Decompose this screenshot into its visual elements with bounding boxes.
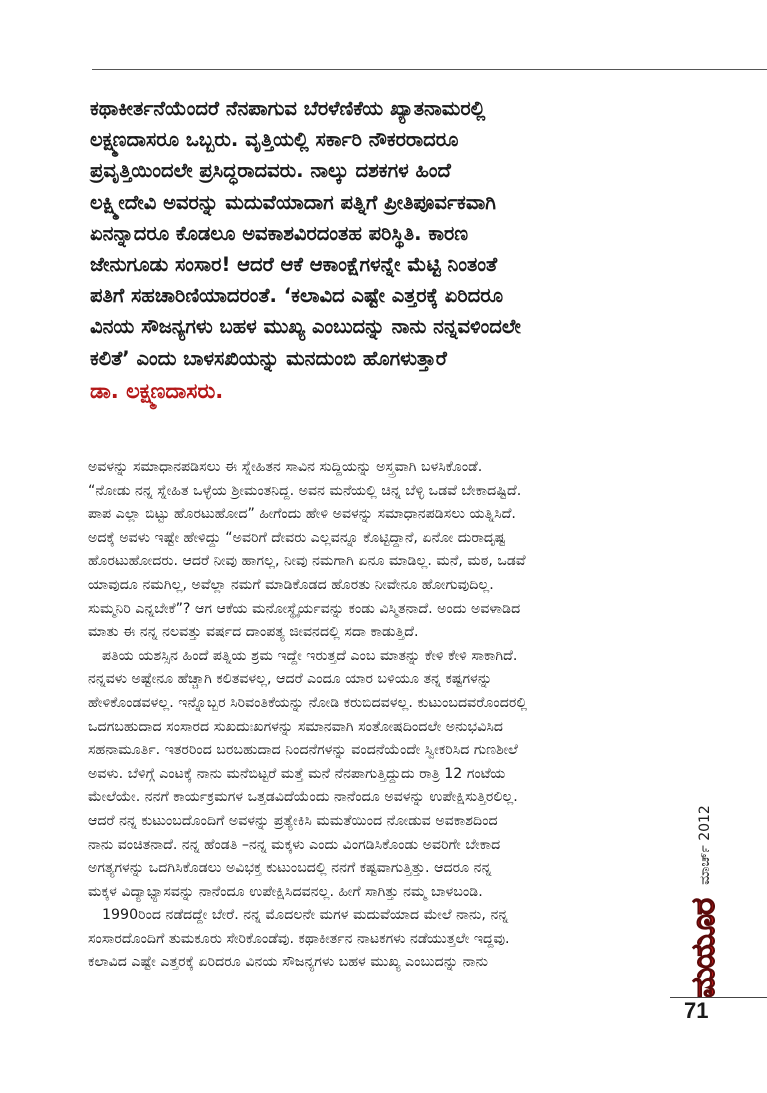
body-line: ಹೇಳಿಕೊಂಡವಳಲ್ಲ. ಇನ್ನೊಬ್ಬರ ಸಿರಿವಂತಿಕೆಯನ್ನು ನೋಡಿ ಕರುಬಿದವಳಲ್ಲ. ಕುಟುಂಬದವರೊಂದರಲ್ಲಿ <box>88 694 528 711</box>
intro-line: ಲಕ್ಷ್ಮೀದೇವಿ ಅವರನ್ನು ಮದುವೆಯಾದಾಗ ಪತ್ನಿಗೆ ಪ್ರೀತಿಪೂರ್ವಕವಾಗಿ <box>90 190 496 214</box>
body-line: ಪಾಪ ಎಲ್ಲಾ ಬಿಟ್ಟು ಹೊರಟುಹೋದ” ಹೀಗೆಂದು ಹೇಳಿ ಅವಳನ್ನು ಸಮಾಧಾನಪಡಿಸಲು ಯತ್ನಿಸಿದೆ. <box>88 506 516 523</box>
magazine-logo <box>684 900 724 996</box>
body-line: ಒದಗಬಹುದಾದ ಸಂಸಾರದ ಸುಖದುಃಖಗಳನ್ನು ಸಮಾನವಾಗಿ ಸಂತೋಷದಿಂದಲೇ ಅನುಭವಿಸಿದ <box>88 718 504 735</box>
body-line: ಆದರೆ ನನ್ನ ಕುಟುಂಬದೊಂದಿಗೆ ಅವಳನ್ನು ಪ್ರತ್ಯೇಕಿಸಿ ಮಮತೆಯಿಂದ ನೋಡುವ ಅವಕಾಶದಿಂದ <box>88 812 498 829</box>
intro-line: ಲಕ್ಷ್ಮಣದಾಸರೂ ಒಬ್ಬರು. ವೃತ್ತಿಯಲ್ಲಿ ಸರ್ಕಾರಿ ನೌಕರರಾದರೂ <box>90 128 459 152</box>
body-line: ಹೊರಟುಹೋದರು. ಆದರೆ ನೀವು ಹಾಗಲ್ಲ, ನೀವು ನಮಗಾಗಿ ಏನೂ ಮಾಡಿಲ್ಲ. ಮನೆ, ಮಠ, ಒಡವೆ <box>88 553 526 570</box>
magazine-name: ಮಯೂರ <box>684 898 723 998</box>
intro-line: ಜೇನುಗೂಡು ಸಂಸಾರ! ಆದರೆ ಆಕೆ ಆಕಾಂಕ್ಷೆಗಳನ್ನೇ ಮೆಟ್ಟಿ ನಿಂತಂತೆ <box>90 253 498 277</box>
issue-date <box>680 790 730 900</box>
article-body <box>88 456 666 975</box>
intro-line: ಕಥಾಕೀರ್ತನೆಯೆಂದರೆ ನೆನಪಾಗುವ ಬೆರಳೆಣಿಕೆಯ ಖ್ಯಾತನಾಮರಲ್ಲಿ <box>90 97 486 120</box>
body-line: ಅಗತ್ಯಗಳನ್ನು ಒದಗಿಸಿಕೊಡಲು ಅವಿಭಕ್ತ ಕುಟುಂಬದಲ್ಲಿ ನನಗೆ ಕಷ್ಟವಾಗುತ್ತಿತ್ತು. ಆದರೂ ನನ್ನ <box>88 860 492 877</box>
body-line: ನನ್ನವಳು ಅಷ್ಟೇನೂ ಹೆಚ್ಚಾಗಿ ಕಲಿತವಳಲ್ಲ, ಆದರೆ ಎಂದೂ ಯಾರ ಬಳಿಯೂ ತನ್ನ ಕಷ್ಟಗಳನ್ನು <box>88 671 493 688</box>
body-line: ಮಕ್ಕಳ ವಿದ್ಯಾಭ್ಯಾಸವನ್ನು ನಾನೆಂದೂ ಉಪೇಕ್ಷಿಸಿದವನಲ್ಲ. ಹೀಗೆ ಸಾಗಿತ್ತು ನಮ್ಮ ಬಾಳಬಂಡಿ. <box>88 883 483 900</box>
body-line: ಸಹನಾಮೂರ್ತಿ. ಇತರರಿಂದ ಬರಬಹುದಾದ ನಿಂದನೆಗಳನ್ನು ವಂದನೆಯೆಂದೇ ಸ್ವೀಕರಿಸಿದ ಗುಣಶೀಲೆ <box>88 742 518 759</box>
intro-line: ಪ್ರವೃತ್ತಿಯಿಂದಲೇ ಪ್ರಸಿದ್ಧರಾದವರು. ನಾಲ್ಕು ದಶಕಗಳ ಹಿಂದೆ <box>90 159 451 183</box>
body-line: ಪತಿಯ ಯಶಸ್ಸಿನ ಹಿಂದೆ ಪತ್ನಿಯ ಶ್ರಮ ಇದ್ದೇ ಇರುತ್ತದೆ ಎಂಬ ಮಾತನ್ನು ಕೇಳಿ ಕೇಳಿ ಸಾಕಾಗಿದೆ. <box>102 647 518 664</box>
page-number: 71 <box>684 998 709 1023</box>
body-line: ಸಂಸಾರದೊಂದಿಗೆ ತುಮಕೂರು ಸೇರಿಕೊಂಡೆವು. ಕಥಾಕೀರ್ತನ ನಾಟಕಗಳು ನಡೆಯುತ್ತಲೇ ಇದ್ದವು. <box>88 930 510 947</box>
intro-line: ಏನನ್ನಾದರೂ ಕೊಡಲೂ ಅವಕಾಶವಿರದಂತಹ ಪರಿಸ್ಥಿತಿ. ಕಾರಣ <box>90 221 469 245</box>
intro-pull-quote <box>90 93 650 407</box>
body-line: ಮೇಲೆಯೇ. ನನಗೆ ಕಾರ್ಯಕ್ರಮಗಳ ಒತ್ತಡವಿದೆಯೆಂದು ನಾನೆಂದೂ ಅವಳನ್ನು ಉಪೇಕ್ಷಿಸುತ್ತಿರಲಿಲ್ಲ. <box>88 789 518 806</box>
top-divider <box>92 69 767 70</box>
body-line: ಅವಳು. ಬೆಳಿಗ್ಗೆ ಎಂಟಕ್ಕೆ ನಾನು ಮನೆಬಿಟ್ಟರೆ ಮತ್ತೆ ಮನೆ ನೆನಪಾಗುತ್ತಿದ್ದುದು ರಾತ್ರಿ 12 ಗಂಟೆಯ <box>88 765 506 782</box>
body-line: ಮಾತು ಈ ನನ್ನ ನಲವತ್ತು ವರ್ಷದ ದಾಂಪತ್ಯ ಜೀವನದಲ್ಲಿ ಸದಾ ಕಾಡುತ್ತಿದೆ. <box>88 624 419 641</box>
body-line: ಅದಕ್ಕೆ ಅವಳು ಇಷ್ಟೇ ಹೇಳಿದ್ದು “ಅವರಿಗೆ ದೇವರು ಎಲ್ಲವನ್ನೂ ಕೊಟ್ಟಿದ್ದಾನೆ, ಏನೋ ದುರಾದೃಷ್ಟ <box>88 529 506 546</box>
issue-date-text: ಮಾರ್ಚ್ 2012 <box>697 805 713 885</box>
body-line: 1990ರಿಂದ ನಡೆದದ್ದೇ ಬೇರೆ. ನನ್ನ ಮೊದಲನೇ ಮಗಳ ಮದುವೆಯಾದ ಮೇಲೆ ನಾನು, ನನ್ನ <box>102 907 509 924</box>
intro-line: ವಿನಯ ಸೌಜನ್ಯಗಳು ಬಹಳ ಮುಖ್ಯ ಎಂಬುದನ್ನು ನಾನು ನನ್ನವಳಿಂದಲೇ <box>90 315 521 339</box>
body-line: ಯಾವುದೂ ನಮಗಿಲ್ಲ, ಅವೆಲ್ಲಾ ನಮಗೆ ಮಾಡಿಕೊಡದ ಹೊರತು ನೀವೇನೂ ಹೋಗುವುದಿಲ್ಲ. <box>88 576 494 593</box>
body-line: “ನೋಡು ನನ್ನ ಸ್ನೇಹಿತ ಒಳ್ಳೆಯ ಶ್ರೀಮಂತನಿದ್ದ. ಅವನ ಮನೆಯಲ್ಲಿ ಚಿನ್ನ ಬೆಳ್ಳಿ ಒಡವೆ ಬೇಕಾದಷ್ಟಿದೆ. <box>88 482 522 499</box>
body-line: ಸುಮ್ಮನಿರಿ ಎನ್ನಬೇಕೆ”? ಆಗ ಆಕೆಯ ಮನೋಸ್ಥೈರ್ಯವನ್ನು ಕಂಡು ವಿಸ್ಮಿತನಾದೆ. ಅಂದು ಅವಳಾಡಿದ <box>88 600 521 617</box>
body-line: ಅವಳನ್ನು ಸಮಾಧಾನಪಡಿಸಲು ಈ ಸ್ನೇಹಿತನ ಸಾವಿನ ಸುದ್ದಿಯನ್ನು ಅಸ್ತ್ರವಾಗಿ ಬಳಸಿಕೊಂಡೆ. <box>88 459 483 475</box>
author-name: ಡಾ. ಲಕ್ಷ್ಮಣದಾಸರು. <box>90 378 224 403</box>
body-line: ಕಲಾವಿದ ಎಷ್ಟೇ ಎತ್ತರಕ್ಕೆ ಏರಿದರೂ ವಿನಯ ಸೌಜನ್ಯಗಳು ಬಹಳ ಮುಖ್ಯ ಎಂಬುದನ್ನು ನಾನು <box>88 954 488 971</box>
intro-line: ಪತಿಗೆ ಸಹಚಾರಿಣಿಯಾದರಂತೆ. ‘ಕಲಾವಿದ ಎಷ್ಟೇ ಎತ್ತರಕ್ಕೆ ಏರಿದರೂ <box>90 284 504 308</box>
intro-line: ಕಲಿತೆ’ ಎಂದು ಬಾಳಸಖಿಯನ್ನು ಮನದುಂಬಿ ಹೊಗಳುತ್ತಾರೆ <box>90 346 447 370</box>
body-line: ನಾನು ವಂಚಿತನಾದೆ. ನನ್ನ ಹೆಂಡತಿ –ನನ್ನ ಮಕ್ಕಳು ಎಂದು ವಿಂಗಡಿಸಿಕೊಂಡು ಅವರಿಗೇ ಬೇಕಾದ <box>88 836 501 853</box>
